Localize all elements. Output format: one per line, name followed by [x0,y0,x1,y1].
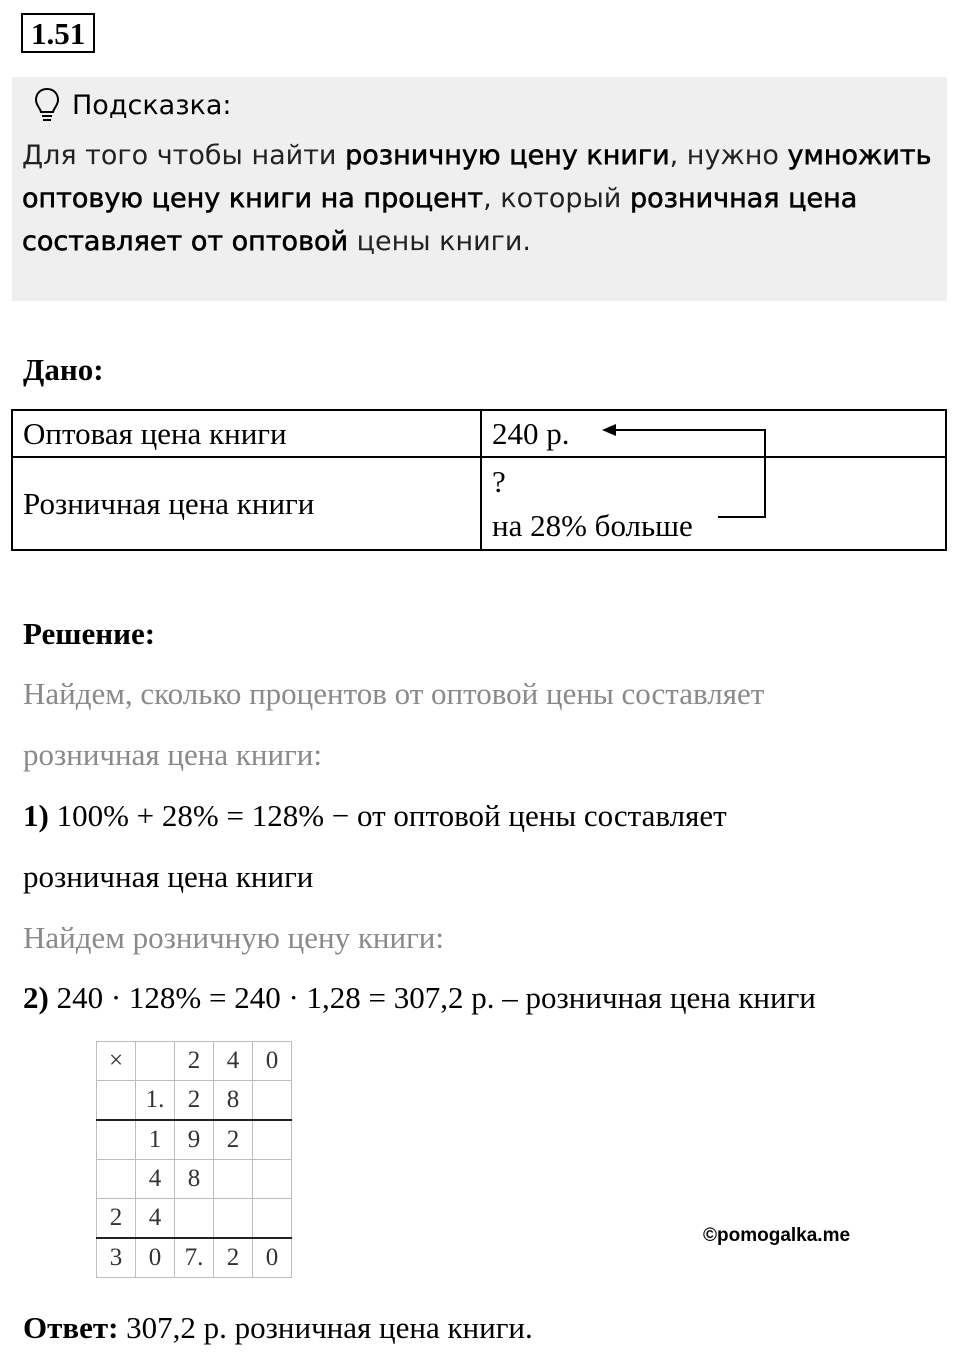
answer-text: 307,2 р. розничная цена книги. [118,1310,533,1345]
multiplication-grid [96,1041,292,1278]
hint-fragment: цены книги. [348,226,531,257]
grid-cell: 3 [97,1238,136,1278]
grid-cell [136,1042,175,1081]
grid-cell [253,1160,292,1199]
grid-cell: 0 [253,1238,292,1278]
grid-cell: 2 [97,1199,136,1239]
watermark: ©pomogalka.me [703,1225,851,1246]
answer [23,1310,533,1346]
step-1-text: 100% + 28% = 128% − от оптовой цены составляет [48,798,727,833]
step-1-cont: розничная цена книги [23,859,314,894]
grid-cell: 7. [175,1238,214,1278]
grid-cell: 1 [136,1120,175,1160]
grid-row [97,1042,292,1081]
given-name-cell: Розничная цена книги [12,457,481,550]
grid-cell: 1. [136,1081,175,1121]
solution-intro-2: Найдем розничную цену книги: [23,920,444,955]
grid-cell: 4 [214,1042,253,1081]
grid-cell [214,1160,253,1199]
grid-cell: × [97,1042,136,1081]
hint-emphasis: умножить оптовую цену книги на процент [22,140,932,214]
step-2-number: 2) [23,980,49,1015]
answer-label: Ответ: [23,1310,119,1345]
grid-cell [97,1081,136,1121]
hint-fragment: , нужно [669,140,788,171]
hint-emphasis: розничная цена составляет от оптовой [22,183,858,257]
grid-cell: 9 [175,1120,214,1160]
grid-cell [214,1199,253,1239]
grid-cell: 2 [214,1120,253,1160]
step-1 [23,798,727,834]
step-2-text: 240 · 128% = 240 · 1,28 = 307,2 р. – розничная цена книги [48,980,816,1015]
grid-cell [175,1199,214,1239]
grid-row [97,1120,292,1160]
grid-cell: 4 [136,1199,175,1239]
grid-cell [97,1120,136,1160]
solution-intro-1: Найдем, сколько процентов от оптовой цены составляет [23,676,765,711]
given-value-cell: 240 р. [481,410,946,457]
given-value-unknown: ? [492,463,506,499]
grid-cell: 8 [214,1081,253,1121]
step-1-number: 1) [23,798,49,833]
grid-cell [253,1120,292,1160]
grid-cell: 0 [136,1238,175,1278]
grid-row [97,1238,292,1278]
given-label: Дано: [23,352,104,387]
hint-fragment: , который [483,183,630,214]
hint-title-text: Подсказка: [72,89,232,121]
hint-emphasis: розничную цену книги [345,140,670,171]
grid-cell: 0 [253,1042,292,1081]
grid-cell: 8 [175,1160,214,1199]
solution-label: Решение: [23,616,156,651]
solution-intro-1-cont: розничная цена книги: [23,737,322,772]
grid-cell: 2 [214,1238,253,1278]
grid-row [97,1199,292,1239]
hint-fragment: Для того чтобы найти [22,140,346,171]
grid-cell [253,1081,292,1121]
grid-cell: 2 [175,1081,214,1121]
grid-row [97,1081,292,1121]
grid-row [97,1160,292,1199]
given-value-note: на 28% больше [492,507,693,543]
grid-cell: 2 [175,1042,214,1081]
task-number: 1.51 [21,13,95,53]
step-2 [23,980,816,1016]
grid-cell [253,1199,292,1239]
given-name-cell: Оптовая цена книги [12,410,481,457]
grid-cell [97,1160,136,1199]
grid-cell: 4 [136,1160,175,1199]
